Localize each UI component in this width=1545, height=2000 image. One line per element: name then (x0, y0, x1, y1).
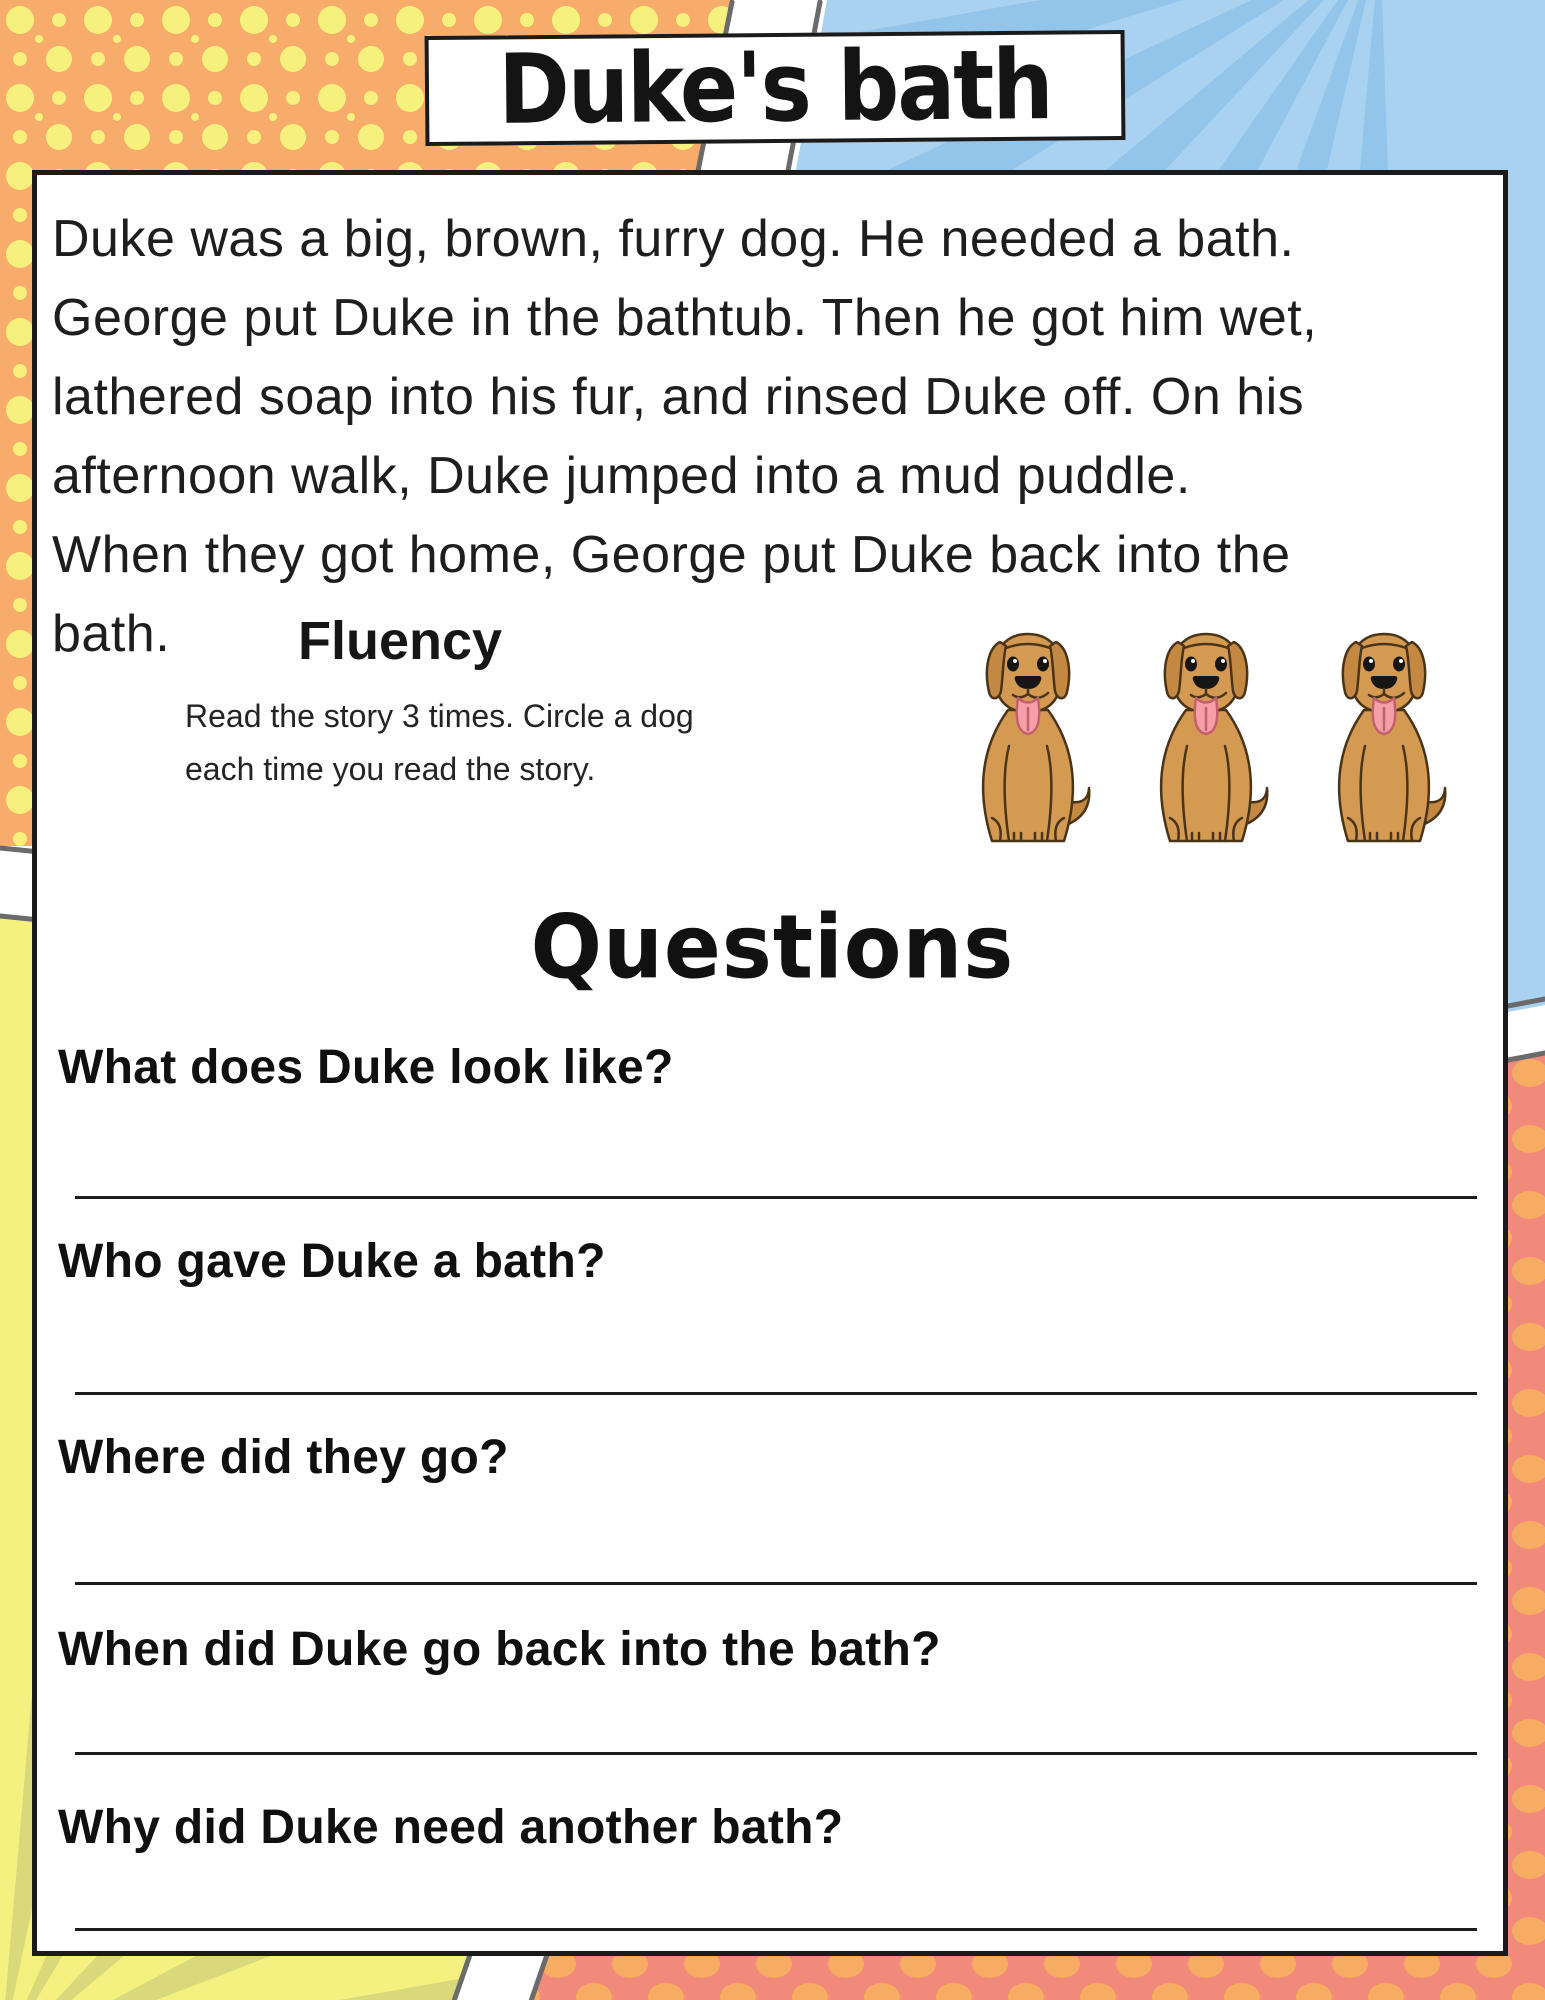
answer-line[interactable] (75, 1196, 1477, 1199)
story-line: bath. (52, 605, 171, 663)
question-text: Why did Duke need another bath? (58, 1801, 844, 1854)
question-text: What does Duke look like? (58, 1041, 674, 1094)
story-line: George put Duke in the bathtub. Then he got him wet, (52, 289, 1318, 347)
worksheet-title: Duke's bath (497, 29, 1053, 147)
story-line: When they got home, George put Duke back into the (52, 526, 1291, 584)
answer-line[interactable] (75, 1582, 1477, 1585)
question-text: Who gave Duke a bath? (58, 1235, 606, 1288)
fluency-dog-row (962, 620, 1482, 862)
title-banner (425, 30, 1126, 146)
dog-illustration[interactable] (1140, 620, 1272, 860)
question-text: When did Duke go back into the bath? (58, 1623, 941, 1676)
questions-heading: Questions (530, 895, 1015, 999)
fluency-heading: Fluency (297, 611, 503, 671)
answer-line[interactable] (75, 1928, 1477, 1931)
question-text: Where did they go? (58, 1431, 509, 1484)
answer-line[interactable] (75, 1752, 1477, 1755)
fluency-instruction-line: each time you read the story. (185, 751, 596, 787)
story-line: lathered soap into his fur, and rinsed Duke off. On his (52, 368, 1305, 426)
story-line: Duke was a big, brown, furry dog. He needed a bath. (52, 210, 1295, 268)
story-text (52, 200, 1482, 674)
answer-line[interactable] (75, 1392, 1477, 1395)
fluency-instructions (185, 690, 745, 796)
dog-illustration[interactable] (962, 620, 1094, 860)
fluency-instruction-line: Read the story 3 times. Circle a dog (185, 698, 694, 734)
dog-illustration[interactable] (1318, 620, 1450, 860)
story-line: afternoon walk, Duke jumped into a mud puddle. (52, 447, 1191, 505)
